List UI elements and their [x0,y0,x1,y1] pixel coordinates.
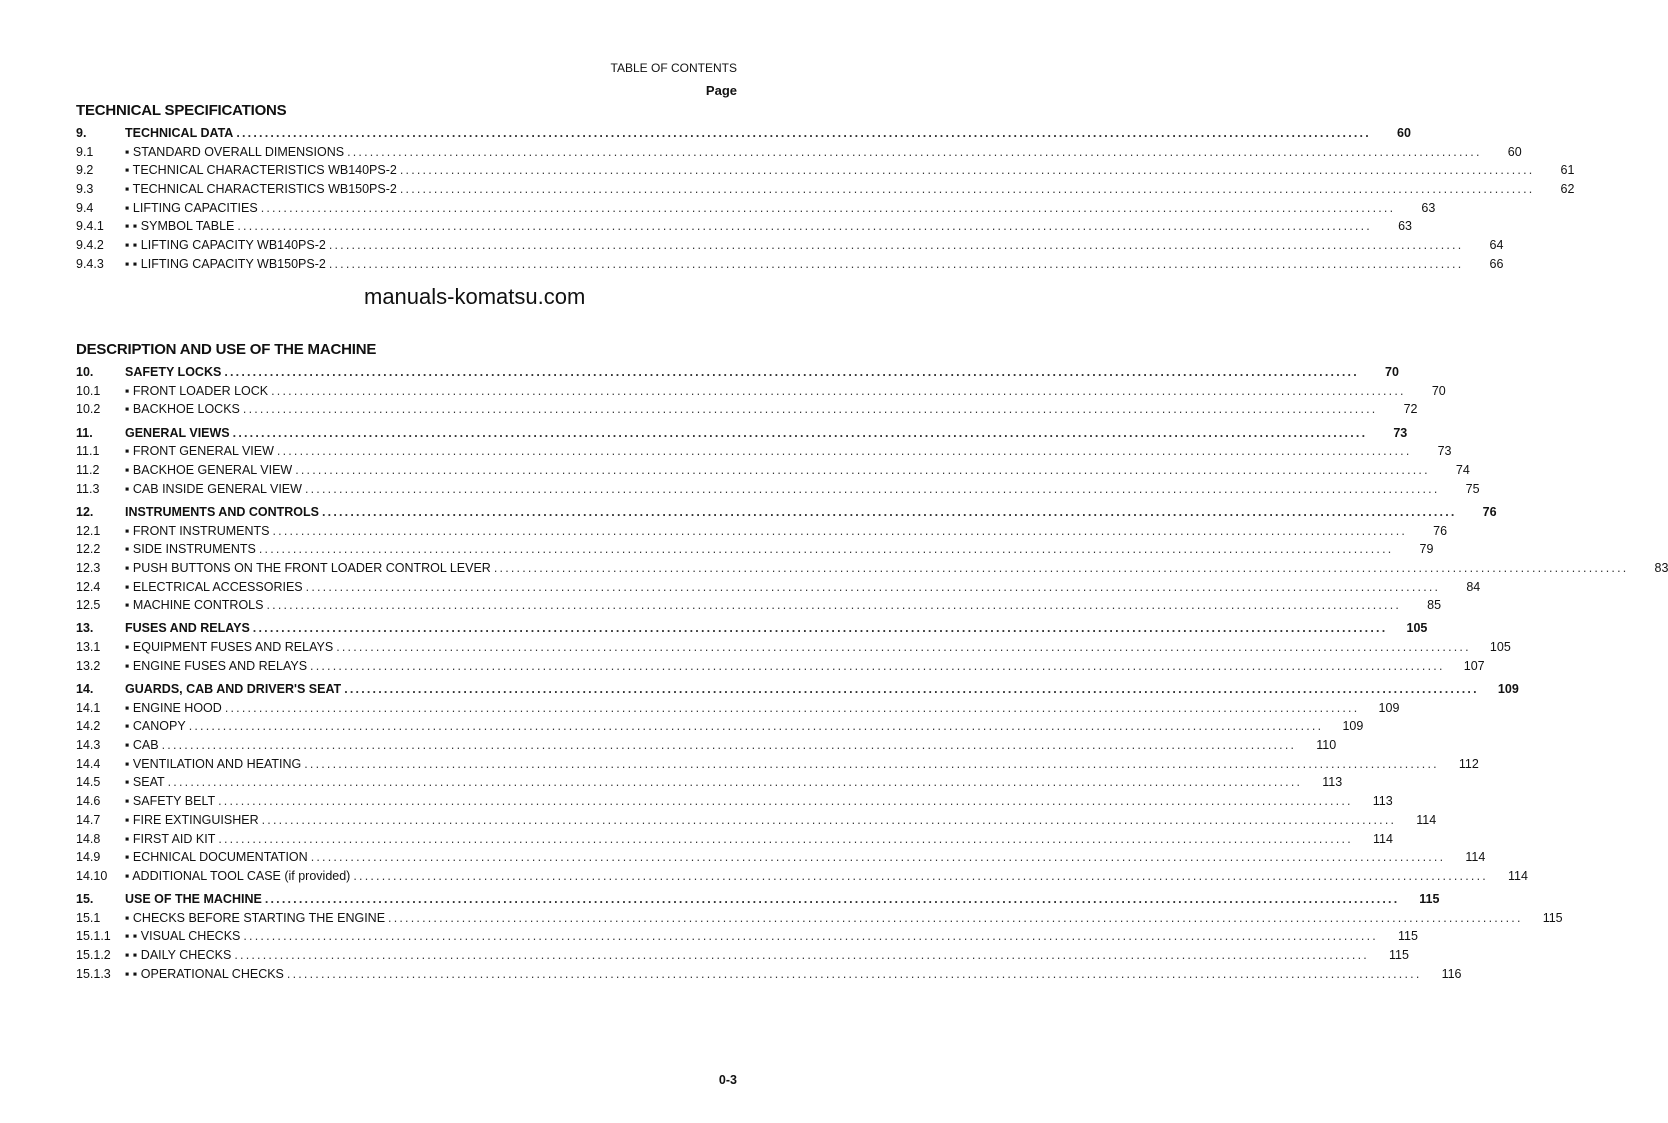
toc-entry[interactable] [76,657,1485,676]
entry-number: 11. [76,425,93,440]
dot-leader: ........................................................................................................................................................................................................ [286,966,1422,981]
toc-entry[interactable] [76,773,1343,792]
entry-number: 14.7 [76,812,101,827]
dot-leader: ........................................................................................................................................................................................................ [295,462,1430,477]
toc-entry[interactable] [76,638,1511,657]
entry-number: 11.2 [76,462,100,477]
dot-leader: ........................................................................................................................................................................................................ [310,850,1446,865]
entry-title: ▪ CAB INSIDE GENERAL VIEW [125,481,302,496]
entry-title: ▪ FIRST AID KIT [125,831,216,846]
entry-number: 9.1 [76,144,94,159]
entry-title: ▪ PUSH BUTTONS ON THE FRONT LOADER CONTROL LEVER [125,560,491,575]
entry-page: 109 [1342,719,1364,734]
dot-leader: ........................................................................................................................................................................................................ [264,892,1400,907]
dot-leader: ........................................................................................................................................................................................................ [161,738,1297,753]
entry-number: 9.2 [76,163,94,178]
entry-page: 114 [1372,831,1393,846]
dot-leader: ........................................................................................................................................................................................................ [224,365,1359,379]
toc-entry[interactable] [76,559,1668,578]
entry-title: ▪ ENGINE FUSES AND RELAYS [125,658,308,673]
entry-title: ▪ STANDARD OVERALL DIMENSIONS [125,144,345,159]
entry-page: 115 [1419,892,1440,907]
dot-leader: ........................................................................................................................................................................................................ [272,523,1408,538]
entry-title: ▪ ▪ VISUAL CHECKS [125,929,241,944]
toc-entry[interactable] [76,736,1337,755]
entry-page: 115 [1542,910,1563,925]
entry-number: 12.5 [76,598,101,613]
entry-title: ▪ EQUIPMENT FUSES AND RELAYS [125,640,334,655]
toc-entry[interactable] [76,811,1437,830]
entry-title: ▪ ELECTRICAL ACCESSORIES [125,579,303,594]
entry-page: 113 [1372,794,1393,809]
toc-entry[interactable] [76,442,1452,461]
toc-entry[interactable] [76,946,1409,965]
entry-title: ▪ SIDE INSTRUMENTS [125,542,256,557]
entry-title: FUSES AND RELAYS [125,621,250,636]
toc-entry[interactable] [76,867,1528,886]
entry-title: ▪ ▪ LIFTING CAPACITY WB140PS-2 [125,238,326,253]
entry-title: GENERAL VIEWS [125,425,230,440]
entry-title: ▪ CHECKS BEFORE STARTING THE ENGINE [125,910,386,925]
toc-entry[interactable] [76,540,1434,559]
toc-entry[interactable] [76,503,1497,522]
section-title: DESCRIPTION AND USE OF THE MACHINE [76,341,377,358]
entry-page: 60 [1397,126,1411,140]
entry-page: 115 [1398,929,1418,944]
entry-title: ▪ CANOPY [125,719,186,734]
watermark: manuals-komatsu.com [364,284,586,309]
dot-leader: ........................................................................................................................................................................................................ [224,700,1360,715]
dot-leader: ........................................................................................................................................................................................................ [399,182,1535,197]
dot-leader: ........................................................................................................................................................................................................ [237,219,1372,234]
entry-number: 12. [76,504,94,519]
entry-page: 60 [1507,144,1522,159]
entry-page: 114 [1508,868,1528,883]
dot-leader: ........................................................................................................................................................................................................ [167,775,1303,790]
dot-leader: ........................................................................................................................................................................................................ [252,621,1388,636]
toc-entry[interactable] [76,848,1486,867]
dot-leader: ........................................................................................................................................................................................................ [328,238,1464,253]
toc-entry[interactable] [76,199,1436,218]
dot-leader: ........................................................................................................................................................................................................ [236,126,1371,140]
entry-number: 13.2 [76,658,101,673]
entry-number: 14.9 [76,850,101,865]
entry-number: 12.4 [76,579,101,594]
entry-page: 63 [1398,219,1412,234]
toc-entry[interactable] [76,255,1504,274]
entry-number: 15.1.1 [76,929,111,944]
entry-page: 105 [1489,640,1511,655]
entry-page: 105 [1406,621,1428,636]
entry-number: 14.5 [76,775,101,790]
dot-leader: ........................................................................................................................................................................................................ [258,542,1394,557]
entry-page: 114 [1465,850,1486,865]
toc-entry[interactable] [76,596,1442,615]
entry-page: 85 [1427,598,1442,613]
entry-number: 13.1 [76,640,101,655]
dot-leader: ........................................................................................................................................................................................................ [336,640,1471,655]
entry-page: 109 [1378,700,1400,715]
entry-number: 15. [76,892,94,907]
toc-entry[interactable] [76,124,1411,143]
dot-leader: ........................................................................................................................................................................................................ [304,756,1439,771]
toc-entry[interactable] [76,236,1504,255]
entry-page: 64 [1489,238,1504,253]
entry-title: ▪ ▪ OPERATIONAL CHECKS [125,966,284,981]
entry-page: 107 [1463,658,1485,673]
entry-title: ▪ FRONT GENERAL VIEW [125,444,274,459]
entry-title: INSTRUMENTS AND CONTROLS [125,504,319,519]
entry-page: 112 [1458,756,1479,771]
toc-entry[interactable] [76,143,1522,162]
entry-title: USE OF THE MACHINE [125,892,262,907]
entry-number: 12.2 [76,542,101,557]
entry-number: 9.4.1 [76,219,104,234]
entry-page: 76 [1433,523,1448,538]
toc-entry[interactable] [76,424,1408,443]
page-column-label: Page [705,83,737,98]
entry-title: ▪ TECHNICAL CHARACTERISTICS WB150PS-2 [125,182,397,197]
entry-title: ▪ BACKHOE GENERAL VIEW [125,462,293,477]
entry-number: 9.4.2 [76,238,104,253]
entry-number: 14.6 [76,794,101,809]
entry-number: 11.1 [76,444,100,459]
entry-title: ▪ SEAT [125,775,165,790]
entry-number: 15.1 [76,910,101,925]
toc-entry[interactable] [76,461,1470,480]
entry-title: ▪ CAB [125,738,159,753]
dot-leader: ........................................................................................................................................................................................................ [243,929,1378,944]
dot-leader: ........................................................................................................................................................................................................ [399,163,1535,178]
entry-title: ▪ ENGINE HOOD [125,700,222,715]
entry-number: 14.2 [76,719,101,734]
dot-leader: ........................................................................................................................................................................................................ [261,812,1397,827]
dot-leader: ........................................................................................................................................................................................................ [218,794,1353,809]
entry-title: ▪ FRONT LOADER LOCK [125,383,269,398]
entry-number: 9.4.3 [76,256,104,271]
entry-number: 14.3 [76,738,101,753]
entry-title: ▪ ▪ LIFTING CAPACITY WB150PS-2 [125,256,326,271]
entry-page: 74 [1455,462,1470,477]
toc-entry[interactable] [76,890,1440,909]
dot-leader: ........................................................................................................................................................................................................ [305,579,1441,594]
entry-number: 14.10 [76,868,108,883]
toc-entry[interactable] [76,161,1575,180]
entry-number: 14. [76,682,94,696]
entry-page: 115 [1389,948,1409,963]
entry-number: 13. [76,621,94,636]
entry-page: 72 [1403,402,1418,417]
section-title: TECHNICAL SPECIFICATIONS [76,102,287,119]
entry-number: 11.3 [76,481,100,496]
entry-number: 9. [76,126,87,140]
dot-leader: ........................................................................................................................................................................................................ [234,948,1369,963]
toc-entry[interactable] [76,792,1393,811]
entry-title: ▪ ▪ SYMBOL TABLE [125,219,235,234]
entry-title: GUARDS, CAB AND DRIVER'S SEAT [125,682,342,696]
entry-title: ▪ MACHINE CONTROLS [125,598,264,613]
dot-leader: ........................................................................................................................................................................................................ [310,658,1445,673]
entry-title: ▪ SAFETY BELT [125,794,216,809]
entry-number: 14.8 [76,831,101,846]
entry-page: 70 [1431,383,1446,398]
toc-entry[interactable] [76,909,1563,928]
toc-entry[interactable] [76,830,1393,849]
page-number: 0-3 [718,1073,737,1087]
entry-page: 76 [1482,504,1497,519]
entry-page: 83 [1654,560,1668,575]
entry-page: 113 [1322,775,1343,790]
toc-entry[interactable] [76,619,1428,638]
entry-number: 14.1 [76,700,101,715]
toc-entry[interactable] [76,755,1479,774]
dot-leader: ........................................................................................................................................................................................................ [344,682,1479,696]
running-header: TABLE OF CONTENTS [610,61,737,75]
dot-leader: ........................................................................................................................................................................................................ [388,910,1523,925]
dot-leader: ........................................................................................................................................................................................................ [188,719,1324,734]
entry-title: ▪ FIRE EXTINGUISHER [125,812,259,827]
dot-leader: ........................................................................................................................................................................................................ [266,598,1402,613]
dot-leader: ........................................................................................................................................................................................................ [328,256,1464,271]
dot-leader: ........................................................................................................................................................................................................ [347,144,1482,159]
toc-entry[interactable] [76,965,1462,984]
toc-entry[interactable] [76,180,1575,199]
toc-entry[interactable] [76,480,1480,499]
entry-number: 15.1.2 [76,948,111,963]
entry-number: 9.3 [76,182,94,197]
entry-page: 114 [1416,812,1437,827]
entry-page: 110 [1316,738,1337,753]
toc-entry[interactable] [76,522,1448,541]
toc-entry[interactable] [76,927,1418,946]
entry-title: SAFETY LOCKS [125,365,222,379]
entry-page: 61 [1560,163,1575,178]
dot-leader: ........................................................................................................................................................................................................ [276,444,1412,459]
entry-page: 109 [1497,682,1519,696]
toc-entry[interactable] [76,680,1519,699]
entry-number: 12.3 [76,560,101,575]
entry-number: 10.2 [76,402,101,417]
entry-number: 15.1.3 [76,966,111,981]
entry-page: 79 [1419,542,1434,557]
entry-title: ▪ VENTILATION AND HEATING [125,756,302,771]
entry-page: 73 [1437,444,1452,459]
toc-entry[interactable] [76,400,1418,419]
dot-leader: ........................................................................................................................................................................................................ [260,200,1396,215]
entry-page: 70 [1385,365,1399,379]
toc-entry[interactable] [76,382,1446,401]
entry-title: ▪ TECHNICAL CHARACTERISTICS WB140PS-2 [125,163,397,178]
dot-leader: ........................................................................................................................................................................................................ [304,481,1440,496]
entry-title: ▪ FRONT INSTRUMENTS [125,523,270,538]
dot-leader: ........................................................................................................................................................................................................ [242,402,1378,417]
entry-page: 116 [1441,966,1462,981]
toc-entry[interactable] [76,717,1364,736]
entry-page: 73 [1393,425,1408,440]
dot-leader: ........................................................................................................................................................................................................ [493,560,1629,575]
toc-entry[interactable] [76,217,1412,236]
entry-title: TECHNICAL DATA [125,126,234,140]
entry-number: 9.4 [76,200,94,215]
entry-number: 14.4 [76,756,101,771]
toc-list [76,363,1668,984]
dot-leader: ........................................................................................................................................................................................................ [218,831,1353,846]
dot-leader: ........................................................................................................................................................................................................ [353,868,1488,883]
entry-page: 75 [1465,481,1480,496]
entry-title: ▪ BACKHOE LOCKS [125,402,240,417]
entry-title: ▪ ▪ DAILY CHECKS [125,948,232,963]
entry-title: ▪ ADDITIONAL TOOL CASE (if provided) [125,868,351,883]
entry-title: ▪ ECHNICAL DOCUMENTATION [125,850,308,865]
entry-title: ▪ LIFTING CAPACITIES [125,200,258,215]
toc-entry[interactable] [76,363,1399,382]
dot-leader: ........................................................................................................................................................................................................ [232,425,1368,440]
entry-page: 84 [1466,579,1481,594]
entry-number: 10. [76,365,94,379]
entry-number: 10.1 [76,383,101,398]
entry-page: 66 [1489,256,1504,271]
entry-page: 63 [1421,200,1436,215]
dot-leader: ........................................................................................................................................................................................................ [321,504,1457,519]
toc-entry[interactable] [76,578,1481,597]
dot-leader: ........................................................................................................................................................................................................ [271,383,1406,398]
entry-number: 12.1 [76,523,101,538]
entry-page: 62 [1560,182,1575,197]
toc-entry[interactable] [76,699,1400,718]
toc-list [76,124,1575,274]
